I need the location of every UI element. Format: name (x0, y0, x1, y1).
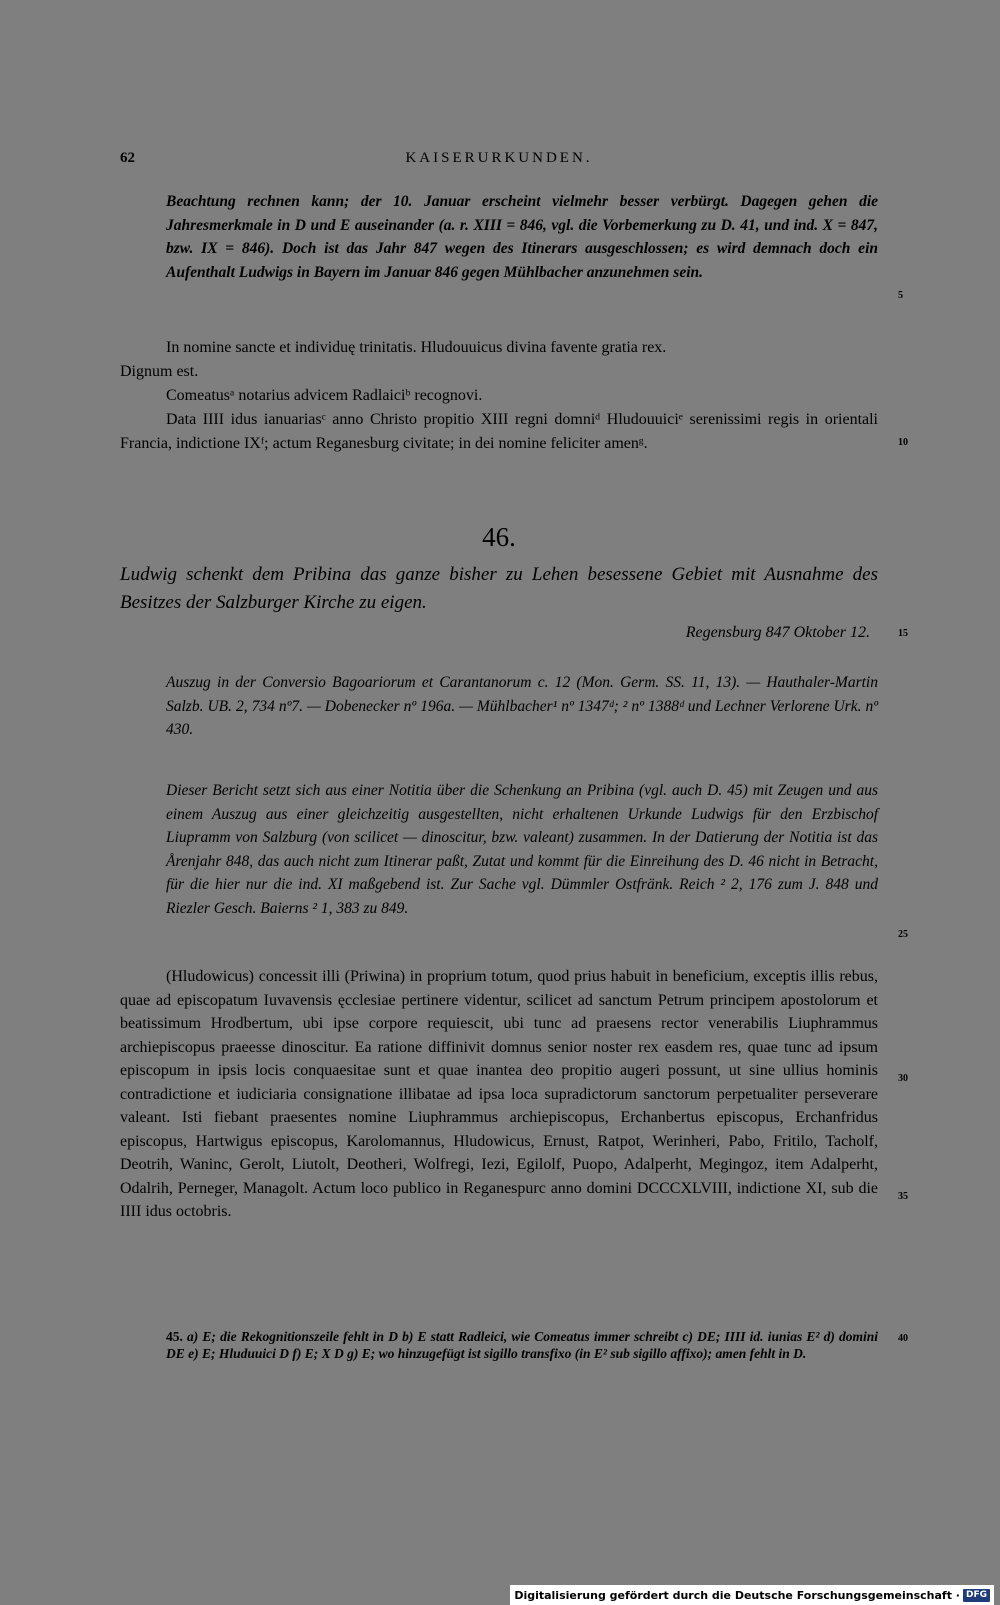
document-number: 46. (482, 522, 516, 552)
line-number: 5 (898, 290, 903, 301)
footnotes (166, 1329, 878, 1362)
line-number: 30 (898, 1073, 908, 1084)
line-number: 40 (898, 1333, 908, 1344)
charter-45-dating: Data IIII idus ianuariasᶜ anno Christo propitio XIII regni domniᵈ Hludouuiciᵉ serenissimi regis in orientali Francia, indictione IXᶠ; actum Reganesburg civitate; in dei nomine feliciter amenᵍ. (120, 411, 878, 452)
charter-45-dignum: Dignum est. (120, 363, 199, 380)
preliminary-remarks: Beachtung rechnen kann; der 10. Januar erscheint vielmehr besser verbürgt. Dagegen gehen die Jahresmerkmale in D und E auseinander (a. r. XIII = 846, vgl. die Vorbemerkung zu D. 41, und ind. X = 847, bzw. IX = 846). Doch ist das Jahr 847 wegen des Itinerars ausgeschlossen; es wird demnach doch ein Aufenthalt Ludwigs in Bayern im Januar 846 gegen Mühlbacher anzunehmen sein. (166, 193, 878, 281)
charter-45-recognition: Comeatusᵃ notarius advicem Radlaiciᵇ recognovi. (166, 387, 483, 404)
charter-45-invocation: In nomine sancte et individuę trinitatis. Hludouuicus divina favente gratia rex. (166, 339, 667, 356)
line-number: 10 (898, 437, 908, 448)
line-number: 25 (898, 929, 908, 940)
line-number: 15 (898, 628, 908, 639)
regest: Ludwig schenkt dem Pribina das ganze bisher zu Lehen besessene Gebiet mit Ausnahme des Besitzes der Salzburger Kirche zu eigen. (120, 564, 878, 613)
dfg-logo-icon: DFG (963, 1589, 990, 1602)
digitization-footer (510, 1585, 994, 1605)
charter-45-text (120, 336, 878, 456)
running-title: KAISERURKUNDEN. (405, 150, 593, 166)
commentary-note: Dieser Bericht setzt sich aus einer Notitia über die Schenkung an Pribina (vgl. auch D. 45) mit Zeugen und aus einem Auszug aus einer gleichzeitig ausgestellten, nicht erhaltenen Urkunde Ludwigs für den Erzbischof Liupramm von Salzburg (von scilicet — dinoscitur, bzw. valeant) zusammen. In der Datierung der Notitia ist das Årenjahr 848, das auch nicht zum Itinerar paßt, Zutat und kommt für die Einreihung des D. 46 nicht in Betracht, für die hier nur die ind. XI maßgebend ist. Zur Sache vgl. Dümmler Ostfränk. Reich ² 2, 176 zum J. 848 und Riezler Gesch. Baierns ² 1, 383 zu 849. (166, 782, 878, 917)
footnote-text: a) E; die Rekognitionszeile fehlt in D b) E statt Radleici, wie Comeatus immer schreibt c) DE; IIII id. iunias E² d) domini DE e) E; Hluduuici D f) E; X D g) E; wo hinzugefügt ist sigillo transfixo (in E² sub sigillo affixo); amen fehlt in D. (166, 1329, 878, 1361)
tradition-note: Auszug in der Conversio Bagoariorum et Carantanorum c. 12 (Mon. Germ. SS. 11, 13). — Hauthaler-Martin Salzb. UB. 2, 734 nº7. — Dobenecker nº 196a. — Mühlbacher¹ nº 1347ᵈ; ² nº 1388ᵈ und Lechner Verlorene Urk. nº 430. (166, 674, 878, 738)
footer-text: Digitalisierung gefördert durch die Deutsche Forschungsgemeinschaft · (514, 1588, 960, 1602)
line-number: 35 (898, 1191, 908, 1202)
page-header (120, 150, 878, 172)
charter-46-paragraph: (Hludowicus) concessit illi (Priwina) in proprium totum, quod prius habuit in beneficium, exceptis illis rebus, quae ad episcopatum Iuvavensis ęcclesiae pertinere videntur, scilicet ad sanctum Petrum principem apostolorum et beatissimum Hrodbertum, ubi ipse corpore requiescit, ubi tunc ad praesens rector venerabilis Liuphrammus archiepiscopus praeesse dinoscitur. Ea ratione diffinivit domnus senior noster rex easdem res, quae tunc ad ipsum episcopum in ipsis locis conquaesitae sunt et quae inantea deo propitio augeri possunt, ut sine ullius hominis contradictione et iudiciaria consignatione illibatae ad ipsa loca supradictorum sanctorum perpetualiter perseverare valeant. Isti fiebant praesentes nomine Liuphrammus archiepiscopus, Erchanbertus episcopus, Erchanfridus episcopus, Hartwigus episcopus, Karolomannus, Hludowicus, Ernust, Ratpot, Werinheri, Pabo, Fritilo, Tacholf, Deotrih, Waninc, Gerolt, Liutolt, Deotheri, Wolfregi, Iezi, Egilolf, Puopo, Adalperht, Megingoz, item Adalperht, Odalrih, Perneger, Managolt. Actum loco publico in Reganespurc anno domini DCCCXLVIII, indictione XI, sub die IIII idus octobris. (120, 968, 878, 1220)
charter-46-text (120, 965, 878, 1224)
place-date: Regensburg 847 Oktober 12. (685, 624, 870, 641)
footnote-label: 45. (166, 1329, 183, 1344)
page-number: 62 (120, 150, 135, 166)
